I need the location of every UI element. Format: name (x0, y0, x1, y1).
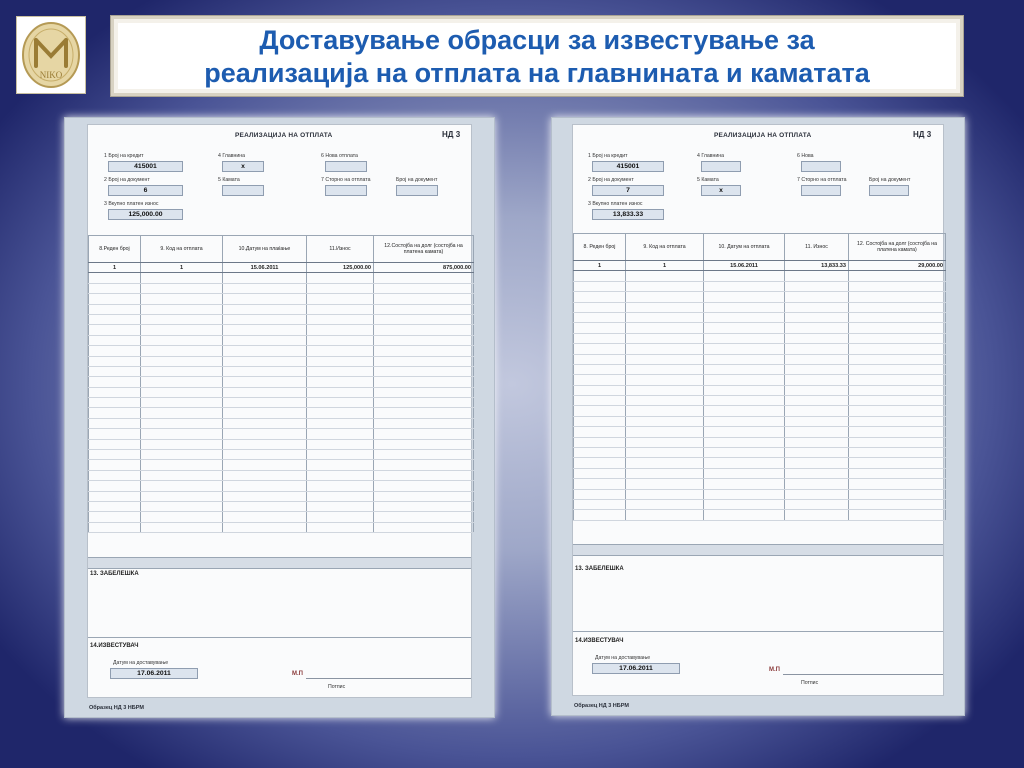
column-header: 10.Датум на плаќање (223, 236, 307, 263)
signature-label: Потпис (801, 680, 819, 686)
note-section-label: 13. ЗАБЕЛЕШКА (90, 571, 139, 577)
table-row[interactable] (574, 427, 946, 437)
table-row[interactable] (89, 346, 474, 356)
table-row[interactable] (89, 501, 474, 511)
table-row[interactable] (89, 377, 474, 387)
table-row[interactable] (574, 375, 946, 385)
field-loan-number[interactable]: 415001 (592, 161, 664, 172)
slide-title-line-1: Доставување обрасци за известување за (259, 25, 815, 55)
column-header: 9. Код на отплата (626, 234, 704, 261)
field-label-storno-document: Број на документ (396, 177, 438, 183)
form-footer: Образец НД 3 НБРМ (89, 705, 144, 711)
field-label-interest: 5 Камата (218, 177, 240, 183)
field-interest[interactable] (222, 185, 264, 196)
form-sheet-left (64, 117, 495, 718)
reporter-section-label: 14.ИЗВЕСТУВАЧ (90, 643, 139, 649)
coin-emblem-icon (20, 20, 82, 90)
field-label-storno: 7 Сторно на отплата (321, 177, 371, 183)
table-cell: 15.06.2011 (704, 261, 785, 271)
table-row[interactable] (89, 273, 474, 283)
table-row[interactable] (574, 344, 946, 354)
table-header-row (89, 236, 474, 263)
table-row[interactable] (574, 437, 946, 447)
form-sheet-right (551, 117, 965, 716)
field-storno[interactable] (801, 185, 841, 196)
repayment-table (88, 235, 474, 533)
form-title: РЕАЛИЗАЦИЈА НА ОТПЛАТА (235, 132, 333, 139)
table-row[interactable] (89, 460, 474, 470)
column-header: 11.Износ (307, 236, 374, 263)
divider (88, 637, 471, 638)
field-principal[interactable]: x (222, 161, 264, 172)
table-row[interactable] (574, 489, 946, 499)
table-cell: 125,000.00 (307, 263, 374, 273)
field-label-principal: 4 Главнина (697, 153, 725, 159)
table-row[interactable] (89, 522, 474, 532)
table-cell: 13,833.33 (785, 261, 849, 271)
field-label-document-number: 2 Број на документ (104, 177, 150, 183)
field-total-paid[interactable]: 13,833.33 (592, 209, 664, 220)
table-row[interactable] (574, 312, 946, 322)
column-header: 8. Реден број (574, 234, 626, 261)
table-footer-band (88, 557, 471, 569)
table-row[interactable] (89, 439, 474, 449)
table-cell: 875,000.00 (374, 263, 474, 273)
coin-logo (16, 16, 86, 94)
form-title: РЕАЛИЗАЦИЈА НА ОТПЛАТА (714, 132, 812, 139)
delivery-date-field[interactable]: 17.06.2011 (110, 668, 198, 679)
stamp-label: М.П (769, 667, 780, 673)
reporter-section-label: 14.ИЗВЕСТУВАЧ (575, 638, 624, 644)
table-row[interactable] (574, 510, 946, 520)
table-row[interactable] (574, 271, 946, 281)
form-paper-left (87, 124, 472, 698)
table-cell: 1 (626, 261, 704, 271)
table-cell: 1 (574, 261, 626, 271)
table-row[interactable] (89, 481, 474, 491)
field-label-storno-document: Број на документ (869, 177, 911, 183)
table-row[interactable] (574, 479, 946, 489)
field-label-loan-number: 1 Број на кредит (104, 153, 144, 159)
column-header: 11. Износ (785, 234, 849, 261)
column-header: 10. Датум на отплата (704, 234, 785, 261)
stamp-label: М.П (292, 671, 303, 677)
table-row[interactable] (574, 406, 946, 416)
table-footer-band (573, 544, 943, 556)
table-row[interactable] (89, 335, 474, 345)
form-footer: Образец НД 3 НБРМ (574, 703, 629, 709)
slide-title (111, 16, 963, 96)
column-header: 8.Реден број (89, 236, 141, 263)
delivery-date-label: Датум на доставување (113, 660, 169, 666)
signature-line (783, 674, 943, 675)
table-row[interactable] (574, 281, 946, 291)
table-row[interactable] (574, 292, 946, 302)
table-row[interactable] (89, 325, 474, 335)
divider (573, 631, 943, 632)
table-row[interactable] (574, 458, 946, 468)
table-row[interactable] (89, 314, 474, 324)
table-row[interactable] (89, 263, 474, 273)
delivery-date-label: Датум на доставување (595, 655, 651, 661)
field-principal[interactable] (701, 161, 741, 172)
table-row[interactable] (89, 283, 474, 293)
table-row[interactable] (89, 294, 474, 304)
table-row[interactable] (574, 333, 946, 343)
svg-text:NIKO: NIKO (39, 70, 63, 80)
table-row[interactable] (574, 468, 946, 478)
form-code: НД 3 (913, 130, 932, 139)
field-label-loan-number: 1 Број на кредит (588, 153, 628, 159)
table-row[interactable] (89, 356, 474, 366)
field-label-principal: 4 Главнина (218, 153, 246, 159)
field-label-total-paid: 3 Вкупно платен износ (104, 201, 159, 207)
signature-line (306, 678, 471, 679)
field-loan-number[interactable]: 415001 (108, 161, 183, 172)
note-section-label: 13. ЗАБЕЛЕШКА (575, 566, 624, 572)
field-label-total-paid: 3 Вкупно платен износ (588, 201, 643, 207)
repayment-table (573, 233, 946, 521)
table-row[interactable] (574, 323, 946, 333)
table-row[interactable] (89, 450, 474, 460)
field-label-new-repayment: 6 Нова (797, 153, 814, 159)
table-row[interactable] (89, 512, 474, 522)
table-row[interactable] (574, 385, 946, 395)
table-row[interactable] (89, 491, 474, 501)
column-header: 12.Состојба на долг (состојба на платена камата) (374, 236, 474, 263)
field-total-paid[interactable]: 125,000.00 (108, 209, 183, 220)
field-new-repayment[interactable] (801, 161, 841, 172)
table-row[interactable] (89, 408, 474, 418)
field-document-number[interactable]: 6 (108, 185, 183, 196)
table-cell: 1 (141, 263, 223, 273)
field-label-storno: 7 Сторно на отплата (797, 177, 847, 183)
table-row[interactable] (89, 429, 474, 439)
table-row[interactable] (574, 448, 946, 458)
table-row[interactable] (574, 302, 946, 312)
table-cell: 1 (89, 263, 141, 273)
form-paper-right (572, 124, 944, 696)
table-row[interactable] (89, 304, 474, 314)
field-new-repayment[interactable] (325, 161, 367, 172)
slide-title-line-2: реализација на отплата на главнината и каматата (204, 58, 870, 88)
table-row[interactable] (574, 416, 946, 426)
field-label-new-repayment: 6 Нова отплата (321, 153, 358, 159)
field-storno-document[interactable] (396, 185, 438, 196)
column-header: 12. Состојба на долг (состојба на платена камата) (849, 234, 946, 261)
field-document-number[interactable]: 7 (592, 185, 664, 196)
table-row[interactable] (89, 366, 474, 376)
table-row[interactable] (574, 499, 946, 509)
field-label-interest: 5 Камата (697, 177, 719, 183)
form-code: НД 3 (442, 130, 461, 139)
table-row[interactable] (574, 396, 946, 406)
table-cell: 15.06.2011 (223, 263, 307, 273)
table-row[interactable] (574, 364, 946, 374)
table-row[interactable] (89, 387, 474, 397)
table-row[interactable] (89, 398, 474, 408)
field-label-document-number: 2 Број на документ (588, 177, 634, 183)
table-row[interactable] (574, 261, 946, 271)
field-storno-document[interactable] (869, 185, 909, 196)
field-interest[interactable]: x (701, 185, 741, 196)
table-cell: 29,000.00 (849, 261, 946, 271)
table-row[interactable] (89, 418, 474, 428)
signature-label: Потпис (328, 684, 346, 690)
table-row[interactable] (574, 354, 946, 364)
delivery-date-field[interactable]: 17.06.2011 (592, 663, 680, 674)
column-header: 9. Код на отплата (141, 236, 223, 263)
field-storno[interactable] (325, 185, 367, 196)
table-header-row (574, 234, 946, 261)
table-row[interactable] (89, 470, 474, 480)
